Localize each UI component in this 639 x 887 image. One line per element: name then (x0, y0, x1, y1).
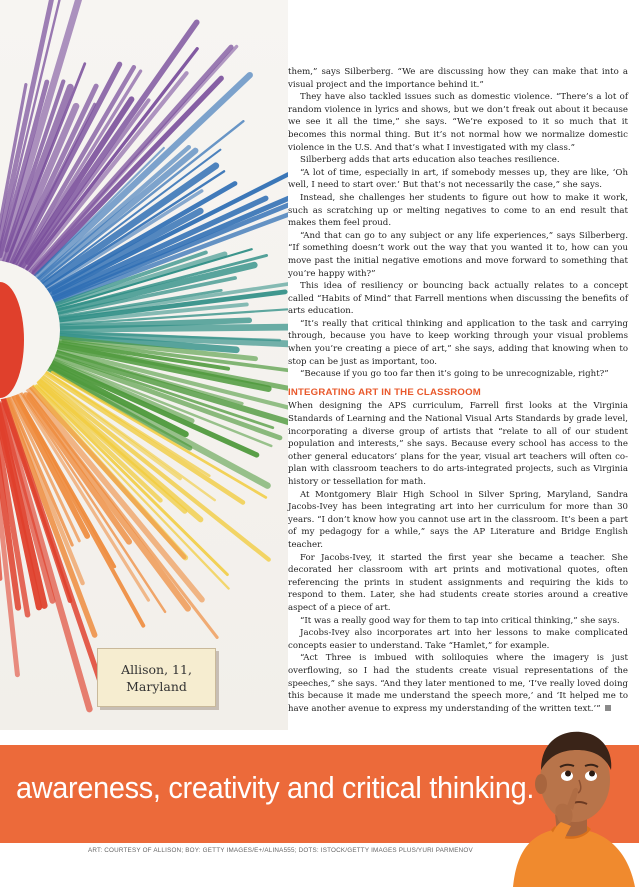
painted-artwork (0, 0, 288, 730)
thinking-boy-photo (505, 718, 639, 887)
article-paragraph: Silberberg adds that arts education also teaches resilience. (300, 155, 560, 166)
article-paragraph: “And that can go to any subject or any life experiences,” says Silberberg. “If something doesn’t work out the way that you wanted it to, how can you move past the initial negative emotions and move forward to something that you’re happy with?” (288, 230, 628, 279)
article-paragraph: “Act Three is imbued with soliloquies where the imagery is just overflowing, so I had the students create visual representations of the speeches,” she says. “And they later mentioned to me, ‘I’ve really loved doing this because it made me understand the speech more,’ and ‘It helped me to have another avenue to express my understanding of the written text.’” (288, 653, 628, 714)
article-paragraph: At Montgomery Blair High School in Silver Spring, Maryland, Sandra Jacobs-Ivey has been integrating art into her curriculum for more than 30 years. “I don’t know how you cannot use art in the classroom. It’s been a part of my pedagogy for a while,” says the AP Literature and Bridge English teacher. (288, 489, 628, 550)
article-paragraph: For Jacobs-Ivey, it started the first year she became a teacher. She decorated her classroom with art prints and motivational quotes, often referencing the prints in student assignments and requiring the kids to respond to them. Later, she had students create stories around a creative aspect of a piece of art. (288, 552, 628, 613)
article-paragraph: Instead, she challenges her students to figure out how to make it work, such as scratching up or melting negatives to come to an end result that makes them feel proud. (288, 192, 628, 229)
artwork-caption (97, 648, 216, 707)
banner-tagline: awareness, creativity and critical thinking. (16, 770, 535, 805)
article-paragraphs-after (288, 400, 628, 715)
article-paragraph: “Because if you go too far then it’s going to be unrecognizable, right?” (300, 369, 609, 380)
caption-line-name: Allison, 11, (121, 661, 192, 677)
sunburst-painting (0, 0, 288, 730)
article-paragraph: “It’s really that critical thinking and application to the task and carrying through, because you have to keep working through your visual problems when you’re creating a piece of art,” she says, adding that knowing when to stop can be just as important, too. (288, 318, 628, 367)
article-paragraph: “A lot of time, especially in art, if somebody messes up, they are like, ‘Oh well, I need to start over.’ But that’s not necessarily the case,” she says. (288, 167, 628, 191)
article-body (288, 66, 628, 715)
article-paragraph: This idea of resiliency or bouncing back actually relates to a concept called “Habits of Mind” that Farrell mentions when discussing the benefits of arts education. (288, 281, 628, 317)
end-mark-icon (605, 705, 611, 711)
article-paragraph: them,” says Silberberg. “We are discussing how they can make that into a visual project and the importance behind it.” (288, 67, 628, 90)
article-paragraph: Jacobs-Ivey also incorporates art into her lessons to make complicated concepts easier to understand. Take “Hamlet,” for example. (288, 628, 628, 651)
article-paragraph: “It was a really good way for them to tap into critical thinking,” she says. (300, 615, 620, 626)
article-paragraph: They have also tackled issues such as domestic violence. “There’s a lot of random violence in lyrics and shows, but we don’t freak out about it because we see it all the time,” she says. “We’re exposed to it so much that it becomes this normal thing. But it’s not normal how we normalize domestic violence in the U.S. And that’s what I investigated with my class.” (288, 92, 628, 153)
photo-credit: ART: COURTESY OF ALLISON; BOY: GETTY IMAGES/E+/ALINA555; DOTS: ISTOCK/GETTY IMAGES PLUS/YURI PARMENOV (88, 847, 473, 854)
caption-line-state: Maryland (126, 678, 187, 694)
section-heading: INTEGRATING ART IN THE CLASSROOM (288, 386, 481, 398)
article-paragraphs-before (288, 66, 628, 381)
article-paragraph: When designing the APS curriculum, Farrell first looks at the Virginia Standards of Learning and the National Visual Arts Standards by grade level, incorporating a diverse group of artists that “relate to all of our student population and interests,” she says. Because every school has access to the other general educators’ plans for the year, visual art teachers will often co-plan with classroom teachers to do arts-integrated projects, such as Virginia history or tessellation for math. (288, 401, 628, 487)
